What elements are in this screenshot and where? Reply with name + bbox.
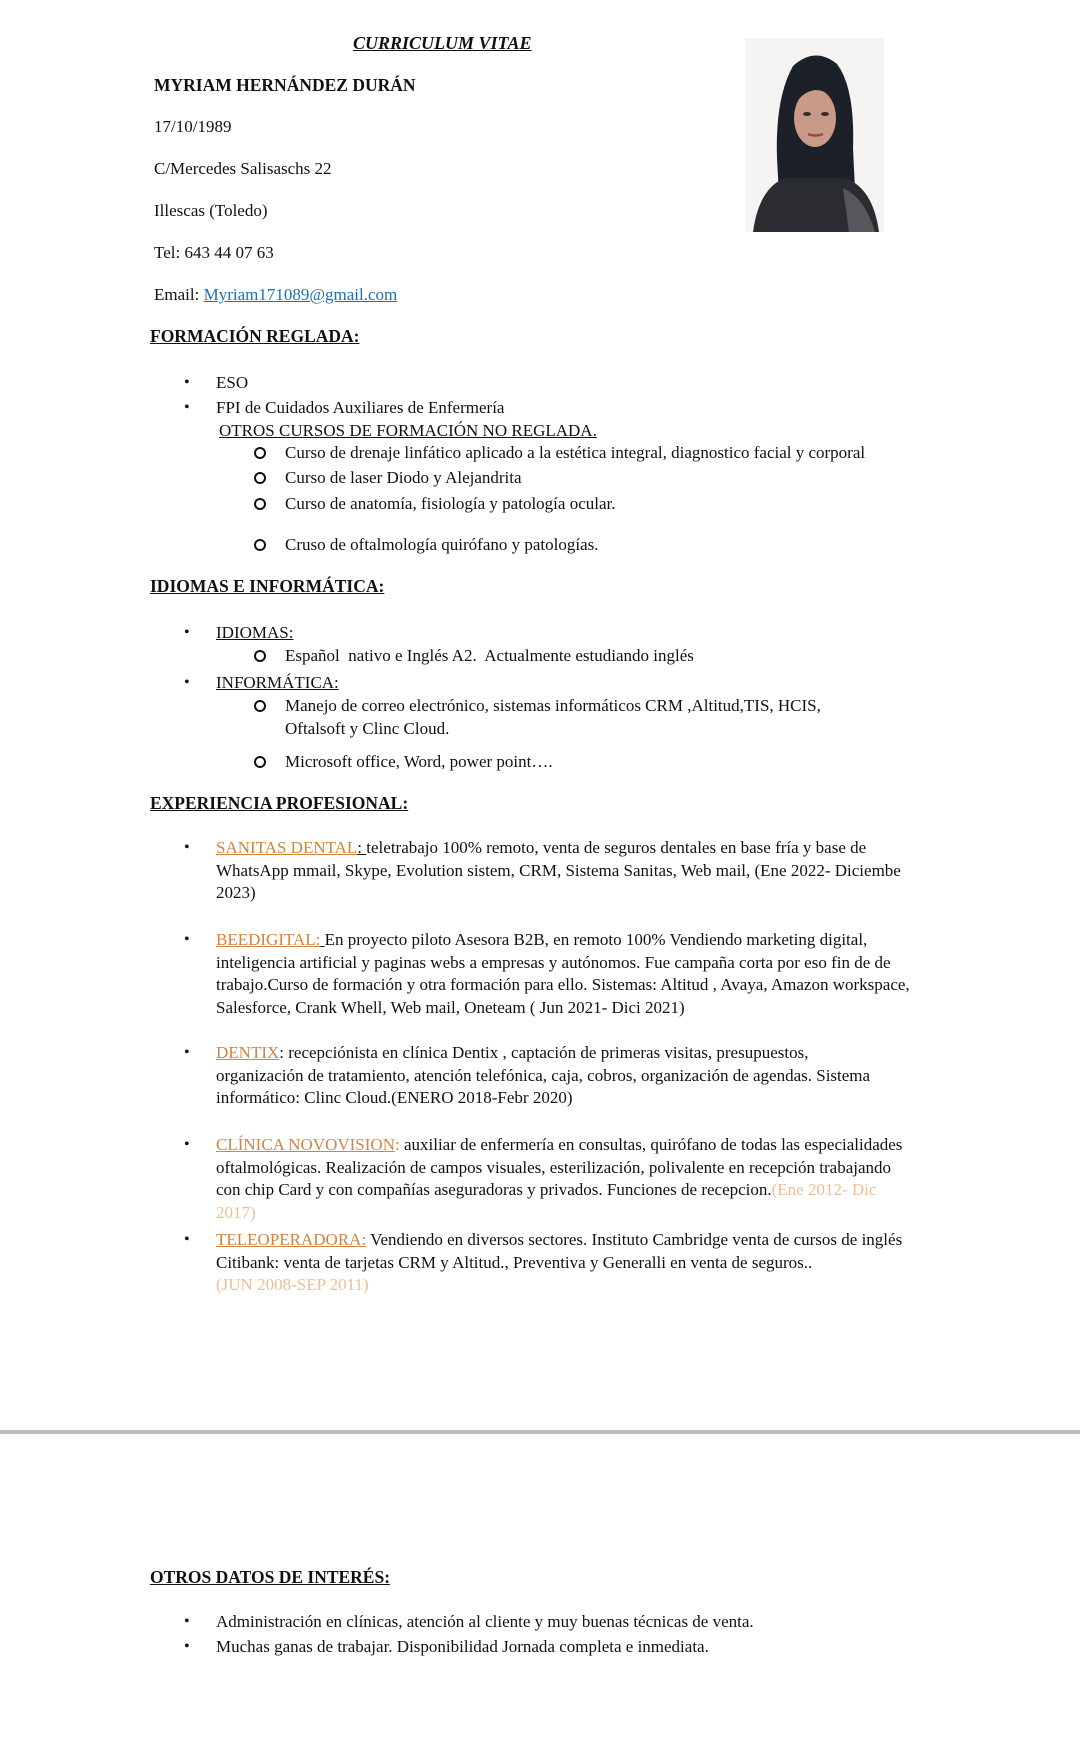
company-name: CLÍNICA NOVOVISION [216,1135,395,1154]
bullet-icon: • [184,399,190,416]
job-description: auxiliar de enfermería en consultas, quirófano de todas las especialidades oftalmológicas. Realización de campos visuales, esterilización, polivalente en recepción trabajando con chip Card y con compañías aseguradoras y privados. Funciones de recepcion. [216,1135,903,1200]
bullet-icon: • [184,374,190,391]
job-entry-beedigital [216,929,916,1019]
job-dates: (JUN 2008-SEP 2011) [216,1275,369,1295]
section-heading-idiomas-informatica: IDIOMAS E INFORMÁTICA: [150,576,385,596]
profile-photo [745,38,884,232]
circle-bullet-icon [254,700,266,712]
city: Illescas (Toledo) [154,201,268,220]
list-item: ESO [216,373,249,392]
circle-bullet-icon [254,756,266,768]
list-item: Curso de drenaje linfático aplicado a la estética integral, diagnostico facial y corporal [285,443,866,462]
bullet-icon: • [184,1136,190,1153]
section-heading-formacion: FORMACIÓN REGLADA: [150,326,360,346]
company-name: SANITAS DENTAL [216,838,358,857]
idiomas-label: IDIOMAS: [216,623,294,642]
list-item: Español nativo e Inglés A2. Actualmente estudiando inglés [285,646,694,665]
job-entry-sanitas [216,837,906,905]
bullet-icon: • [184,839,190,856]
birthdate: 17/10/1989 [154,117,232,136]
list-item: Curso de anatomía, fisiología y patología ocular. [285,494,616,513]
bullet-icon: • [184,1231,190,1248]
informatica-label: INFORMÁTICA: [216,673,339,692]
list-item: FPI de Cuidados Auxiliares de Enfermería [216,398,505,417]
circle-bullet-icon [254,447,266,459]
list-item-continuation: Oftalsoft y Clinc Cloud. [285,719,450,738]
circle-bullet-icon [254,650,266,662]
company-name: TELEOPERADORA: [216,1230,367,1249]
job-dates: (Ene 2012- Dic 2017) [216,1180,877,1222]
section-heading-otros-datos: OTROS DATOS DE INTERÉS: [150,1567,391,1587]
email-line [154,284,397,306]
job-entry-novovision [216,1134,916,1224]
email-label: Email: [154,285,204,304]
company-separator: : [357,838,367,857]
phone: Tel: 643 44 07 63 [154,243,274,262]
job-entry-teleoperadora [216,1229,921,1297]
list-item: Administración en clínicas, atención al cliente y muy buenas técnicas de venta. [216,1612,754,1631]
person-name: MYRIAM HERNÁNDEZ DURÁN [154,75,416,95]
company-name: DENTIX [216,1043,280,1062]
document-title: CURRICULUM VITAE [353,33,532,53]
job-entry-dentix [216,1042,876,1110]
job-description: : recepciónista en clínica Dentix , captación de primeras visitas, presupuestos, organización de tratamiento, atención telefónica, caja, cobros, organización de agendas. Sistema informático: Clinc Cloud.(ENERO 2018-Febr 2020) [216,1043,871,1108]
circle-bullet-icon [254,498,266,510]
bullet-icon: • [184,624,190,641]
list-item: Cruso de oftalmología quirófano y patologías. [285,535,599,554]
portrait-image [745,38,884,232]
circle-bullet-icon [254,539,266,551]
list-item: Manejo de correo electrónico, sistemas informáticos CRM ,Altitud,TIS, HCIS, [285,696,821,715]
list-item: Muchas ganas de trabajar. Disponibilidad Jornada completa e inmediata. [216,1637,709,1656]
job-description: Vendiendo en diversos sectores. Instituto Cambridge venta de cursos de inglés Citibank: venta de tarjetas CRM y Altitud., Preventiva y Generalli en venta de seguros.. [216,1230,903,1272]
bullet-icon: • [184,1613,190,1630]
job-description: En proyecto piloto Asesora B2B, en remoto 100% Vendiendo marketing digital, inteligencia artificial y paginas webs a empresas y autónomos. Fue campaña corta por eso fin de de trabajo.Curso de formación y otra formación para ello. Sistemas: Altitud , Avaya, Amazon workspace, Salesforce, Crank Whell, Web mail, Oneteam ( Jun 2021- Dici 2021) [216,930,910,1017]
bullet-icon: • [184,674,190,691]
email-link[interactable]: Myriam171089@gmail.com [203,285,398,304]
page-divider [0,1430,1080,1434]
list-item: Microsoft office, Word, power point…. [285,752,553,771]
job-description: teletrabajo 100% remoto, venta de seguros dentales en base fría y base de WhatsApp mmail, Skype, Evolution sistem, CRM, Sistema Sanitas, Web mail, (Ene 2022- Diciembe 2023) [216,838,901,903]
section-heading-experiencia: EXPERIENCIA PROFESIONAL: [150,793,409,813]
company-separator: : [394,1135,400,1154]
address: C/Mercedes Salisaschs 22 [154,159,332,178]
company-name: BEEDIGITAL: [216,930,321,949]
list-item: Curso de laser Diodo y Alejandrita [285,468,522,487]
subheading-otros-cursos: OTROS CURSOS DE FORMACIÓN NO REGLADA. [219,421,597,440]
bullet-icon: • [184,931,190,948]
circle-bullet-icon [254,472,266,484]
bullet-icon: • [184,1638,190,1655]
bullet-icon: • [184,1044,190,1061]
